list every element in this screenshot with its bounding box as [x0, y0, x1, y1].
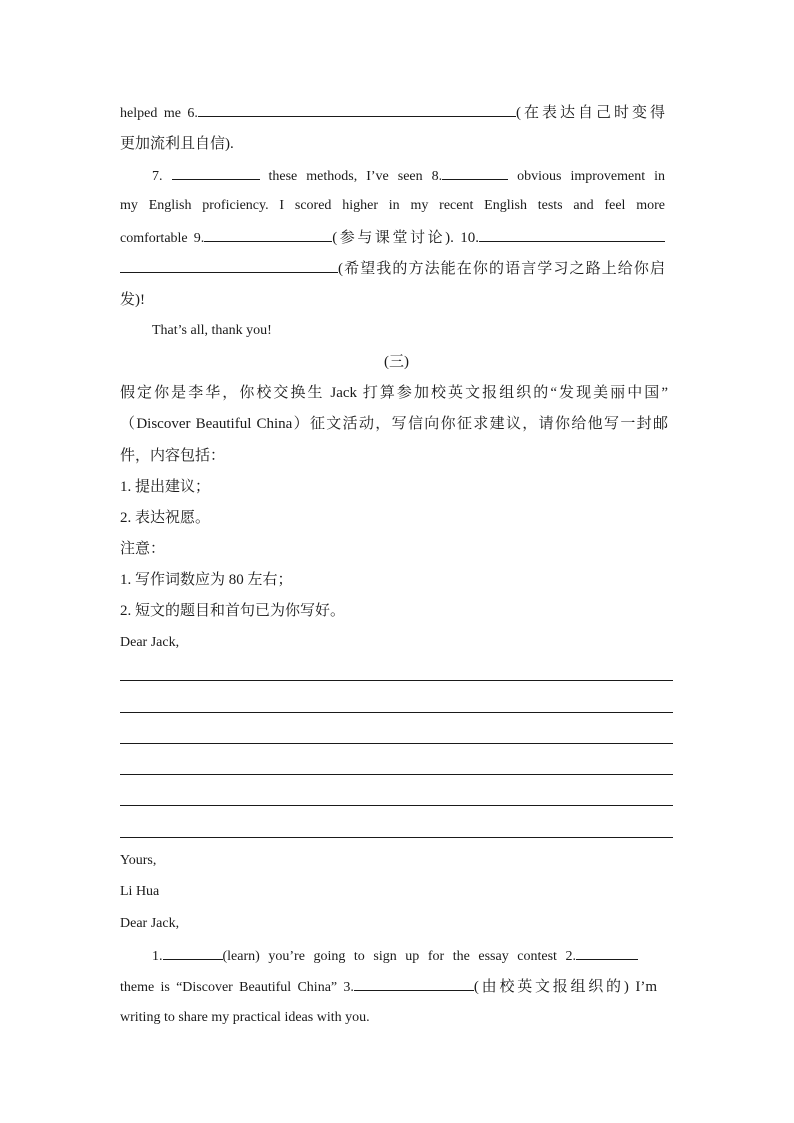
text-line: writing to share my practical ideas with you. — [120, 1010, 370, 1025]
text-line: 发)! — [120, 292, 145, 308]
answer-blank-10[interactable] — [479, 227, 665, 242]
text-line: 更加流利且自信). — [120, 136, 234, 152]
writing-line[interactable] — [120, 774, 673, 775]
text-line: 7. these methods, I’ve seen 8. obvious improvement in — [120, 165, 665, 187]
text-line: 1. (learn) you’re going to sign up for the essay contest 2. — [120, 945, 638, 967]
salutation: Dear Jack, — [120, 916, 180, 931]
section-heading: (三) — [384, 354, 409, 370]
answer-blank-9[interactable] — [204, 227, 332, 242]
writing-line[interactable] — [120, 837, 673, 838]
salutation: Dear Jack, — [120, 635, 180, 650]
list-item: 2. 表达祝愿。 — [120, 510, 211, 526]
text-line: That’s all, thank you! — [152, 323, 272, 338]
answer-blank-7[interactable] — [172, 165, 260, 180]
answer-blank-6[interactable] — [198, 102, 516, 117]
prompt-line: 件，内容包括： — [120, 448, 226, 464]
writing-line[interactable] — [120, 805, 673, 806]
answer-blank-2[interactable] — [576, 945, 638, 960]
list-item: 1. 提出建议； — [120, 479, 211, 495]
list-item: 1. 写作词数应为 80 左右； — [120, 572, 293, 588]
closing: Yours, — [120, 853, 157, 868]
text-line: helped me 6. (在表达自己时变得 — [120, 102, 665, 124]
prompt-line: （Discover Beautiful China）征文活动，写信向你征求建议，请你给他写一封邮 — [120, 416, 668, 432]
writing-line[interactable] — [120, 712, 673, 713]
prompt-line: 假定你是李华，你校交换生 Jack 打算参加校英文报组织的“发现美丽中国” — [120, 385, 668, 401]
answer-blank-8[interactable] — [442, 165, 508, 180]
signature: Li Hua — [120, 884, 160, 899]
text-line: theme is “Discover Beautiful China” 3. (由校英文报组织的) I’m — [120, 976, 657, 998]
text-line: (希望我的方法能在你的语言学习之路上给你启 — [120, 258, 665, 280]
list-item: 2. 短文的题目和首句已为你写好。 — [120, 603, 346, 619]
answer-blank-10-cont[interactable] — [120, 258, 338, 273]
note-title: 注意： — [120, 541, 166, 557]
text-line: comfortable 9. (参与课堂讨论). 10. — [120, 227, 665, 249]
answer-blank-1[interactable] — [163, 945, 223, 960]
answer-blank-3[interactable] — [354, 976, 474, 991]
text-line: my English proficiency. I scored higher in my recent English tests and feel more — [120, 198, 665, 213]
writing-line[interactable] — [120, 680, 673, 681]
writing-line[interactable] — [120, 743, 673, 744]
